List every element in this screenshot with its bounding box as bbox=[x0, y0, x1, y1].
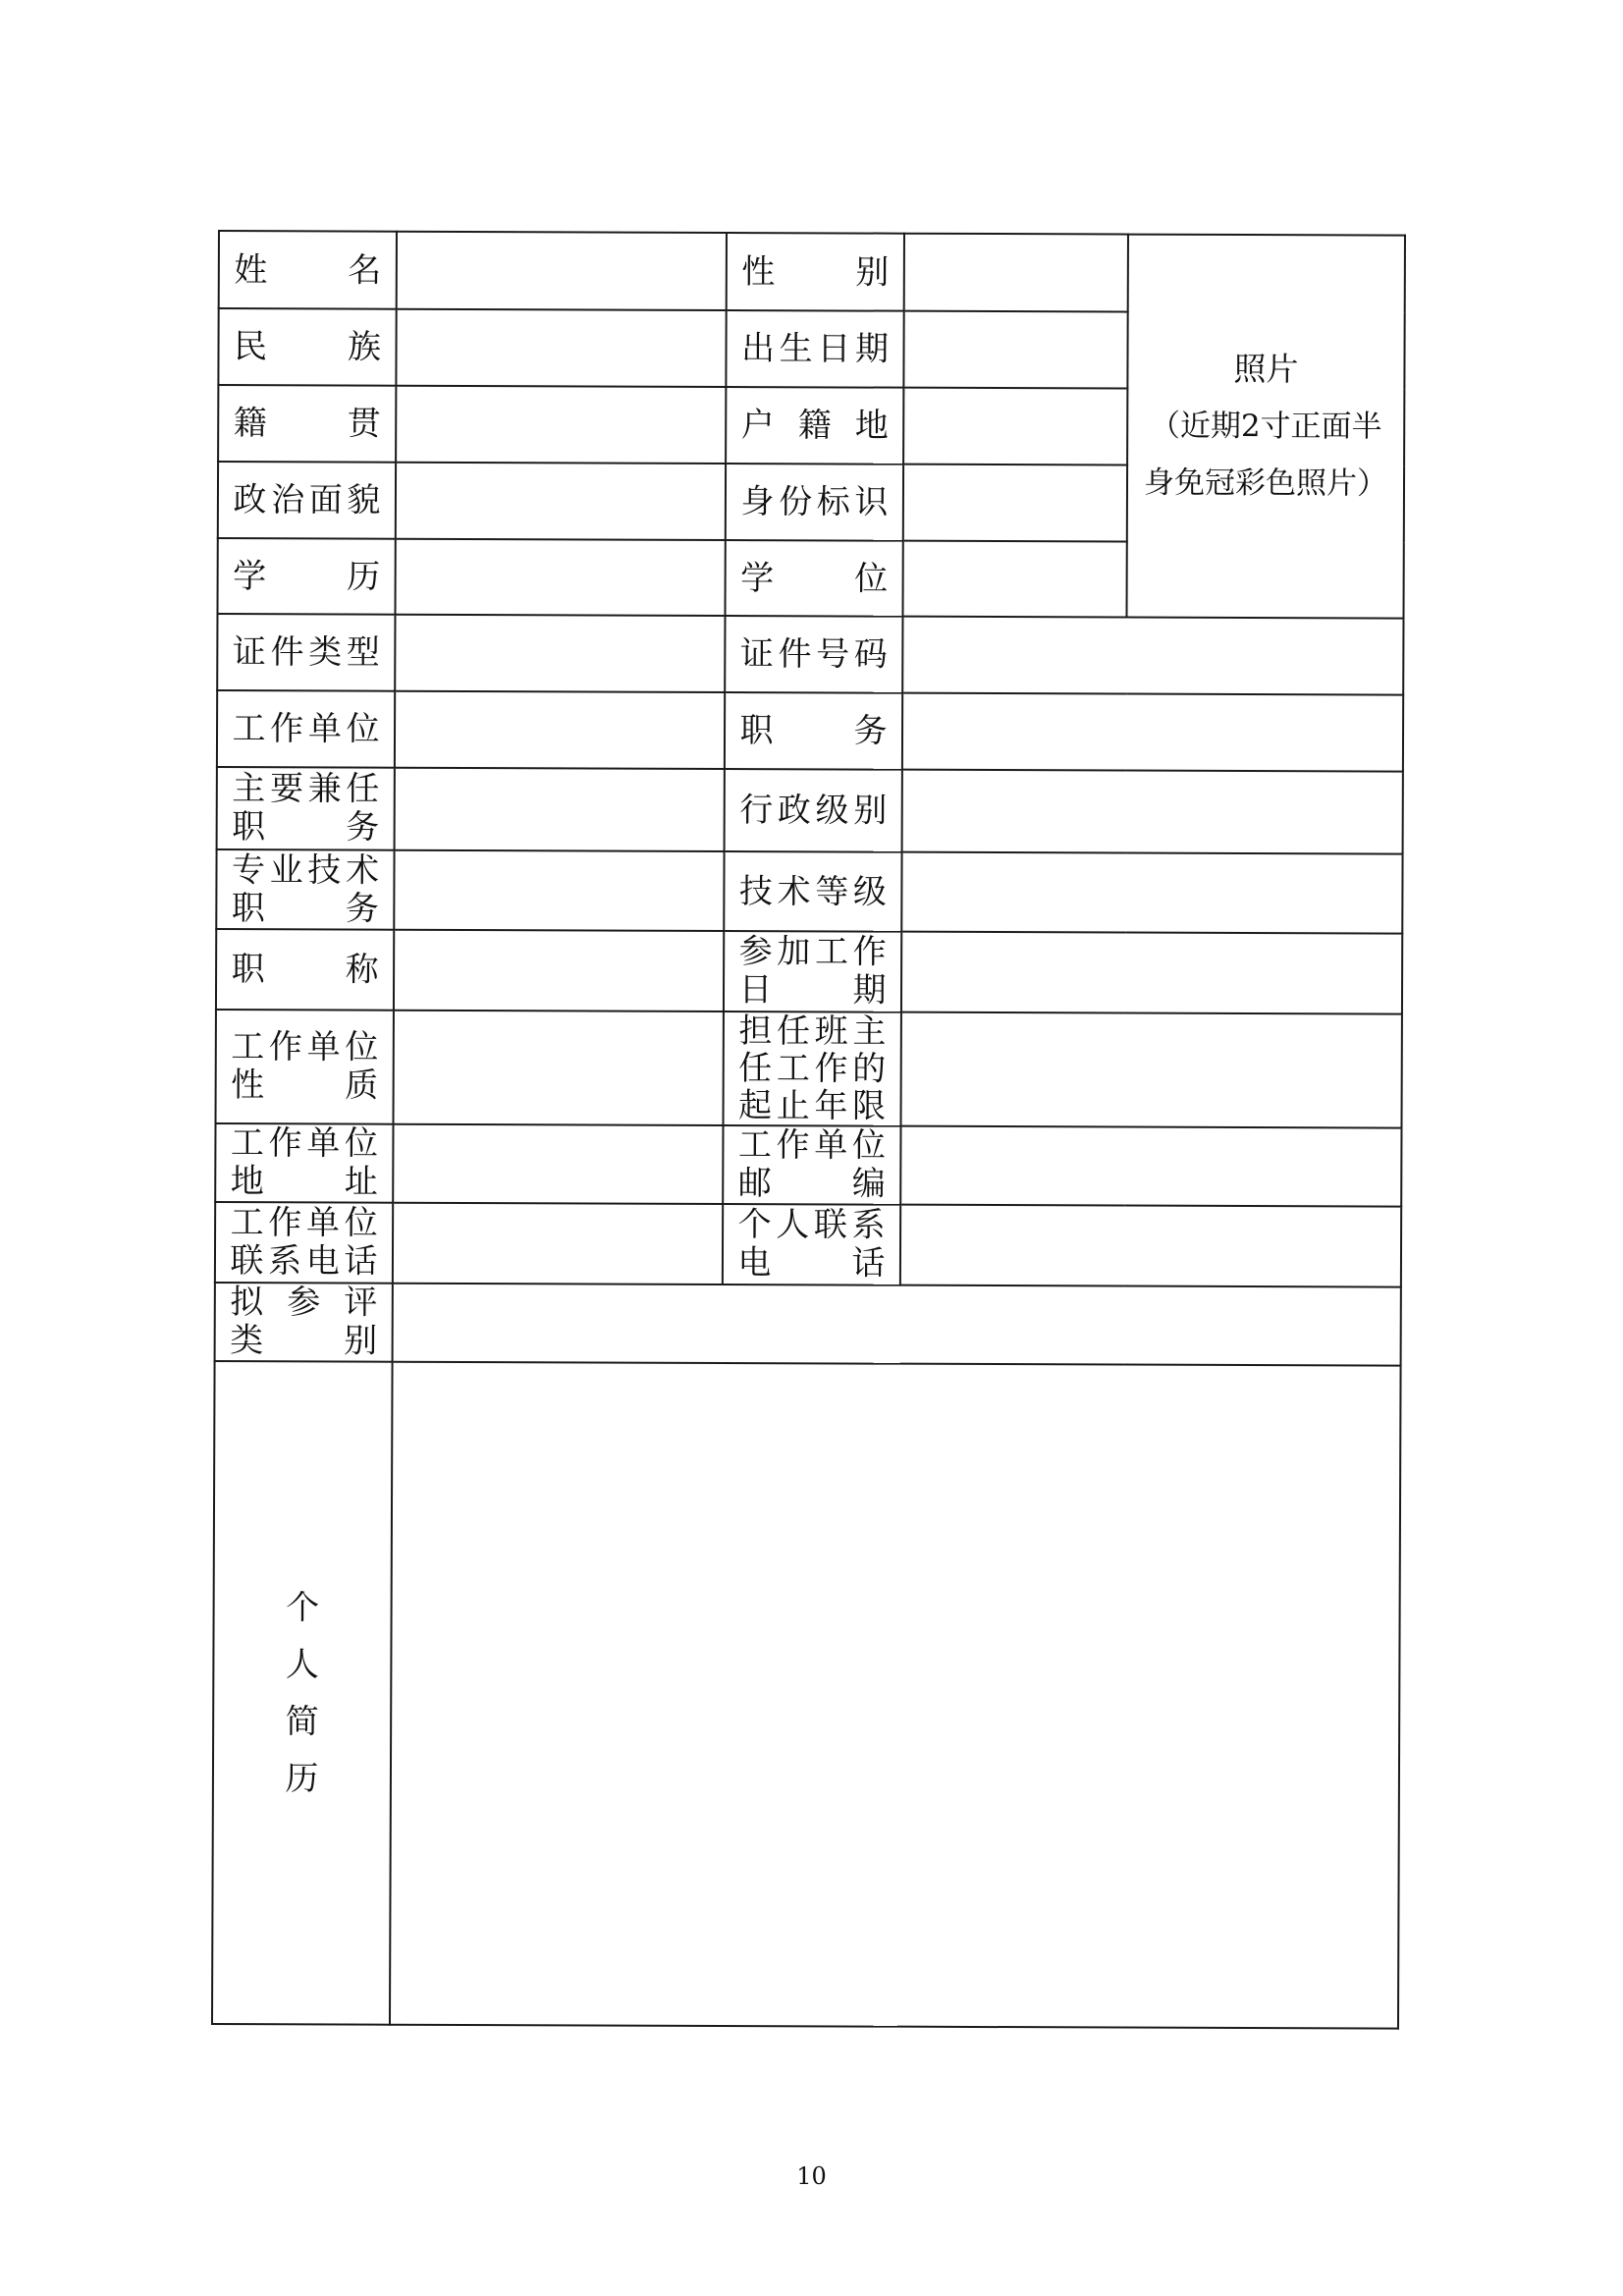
household-label: 户籍地 bbox=[726, 387, 903, 465]
personal-phone-label: 个人联系 电话 bbox=[723, 1204, 900, 1285]
head-teacher-label: 担任班主 任工作的 起止年限 bbox=[724, 1011, 901, 1126]
gender-label: 性别 bbox=[727, 233, 904, 311]
unit-postcode-field[interactable] bbox=[900, 1126, 1401, 1207]
category-field[interactable] bbox=[393, 1284, 1401, 1366]
id-number-field[interactable] bbox=[902, 617, 1403, 695]
ethnicity-label: 民族 bbox=[218, 308, 396, 386]
resume-label: 个 人 简 历 bbox=[212, 1361, 393, 2025]
photo-title: 照片 bbox=[1233, 349, 1299, 389]
admin-level-label: 行政级别 bbox=[725, 769, 902, 852]
degree-label: 学位 bbox=[725, 540, 902, 617]
category-label: 拟参评 类别 bbox=[215, 1283, 393, 1362]
concurrent-position-field[interactable] bbox=[395, 768, 725, 851]
page-number: 10 bbox=[796, 2162, 827, 2190]
unit-nature-label: 工作单位 性质 bbox=[216, 1010, 394, 1124]
personal-phone-field[interactable] bbox=[900, 1205, 1401, 1287]
id-number-label: 证件号码 bbox=[725, 616, 902, 693]
photo-note-line-2: 身免冠彩色照片） bbox=[1143, 465, 1388, 502]
gender-field[interactable] bbox=[904, 234, 1128, 312]
birth-date-label: 出生日期 bbox=[726, 310, 903, 388]
name-label: 姓名 bbox=[219, 231, 397, 309]
title-field[interactable] bbox=[394, 930, 724, 1011]
work-unit-field[interactable] bbox=[395, 691, 725, 769]
work-start-field[interactable] bbox=[901, 932, 1402, 1014]
unit-postcode-label: 工作单位 邮编 bbox=[723, 1125, 900, 1205]
admin-level-field[interactable] bbox=[902, 770, 1403, 854]
work-unit-label: 工作单位 bbox=[217, 690, 395, 768]
id-type-label: 证件类型 bbox=[217, 614, 395, 691]
political-status-label: 政治面貌 bbox=[218, 462, 396, 539]
native-place-field[interactable] bbox=[396, 386, 726, 464]
position-field[interactable] bbox=[902, 693, 1403, 772]
concurrent-position-label: 主要兼任 职务 bbox=[217, 767, 395, 850]
application-form bbox=[211, 230, 1406, 2030]
id-type-field[interactable] bbox=[395, 615, 725, 692]
ethnicity-field[interactable] bbox=[396, 309, 726, 387]
tech-grade-field[interactable] bbox=[901, 852, 1402, 934]
native-place-label: 籍贯 bbox=[218, 385, 396, 463]
resume-field[interactable] bbox=[390, 1362, 1401, 2029]
household-field[interactable] bbox=[903, 388, 1127, 465]
unit-phone-label: 工作单位 联系电话 bbox=[215, 1202, 393, 1284]
birth-date-field[interactable] bbox=[903, 311, 1127, 389]
unit-address-label: 工作单位 地址 bbox=[215, 1123, 393, 1203]
photo-note-line-1: （近期2寸正面半 bbox=[1149, 408, 1382, 445]
education-field[interactable] bbox=[395, 539, 725, 616]
political-status-field[interactable] bbox=[396, 463, 726, 540]
unit-phone-field[interactable] bbox=[393, 1203, 723, 1285]
identity-label: 身份标识 bbox=[726, 464, 903, 541]
unit-address-field[interactable] bbox=[393, 1124, 723, 1204]
head-teacher-field[interactable] bbox=[901, 1012, 1402, 1128]
title-label: 职称 bbox=[216, 929, 394, 1011]
work-start-label: 参加工作 日期 bbox=[724, 931, 901, 1012]
position-label: 职务 bbox=[725, 692, 902, 770]
education-label: 学历 bbox=[217, 538, 395, 615]
name-field[interactable] bbox=[397, 232, 727, 310]
tech-position-label: 专业技术 职务 bbox=[216, 849, 394, 930]
photo-area[interactable] bbox=[1126, 235, 1404, 619]
tech-position-field[interactable] bbox=[394, 850, 724, 931]
unit-nature-field[interactable] bbox=[394, 1011, 724, 1125]
identity-field[interactable] bbox=[903, 465, 1127, 542]
tech-grade-label: 技术等级 bbox=[724, 851, 901, 932]
degree-field[interactable] bbox=[902, 541, 1126, 618]
